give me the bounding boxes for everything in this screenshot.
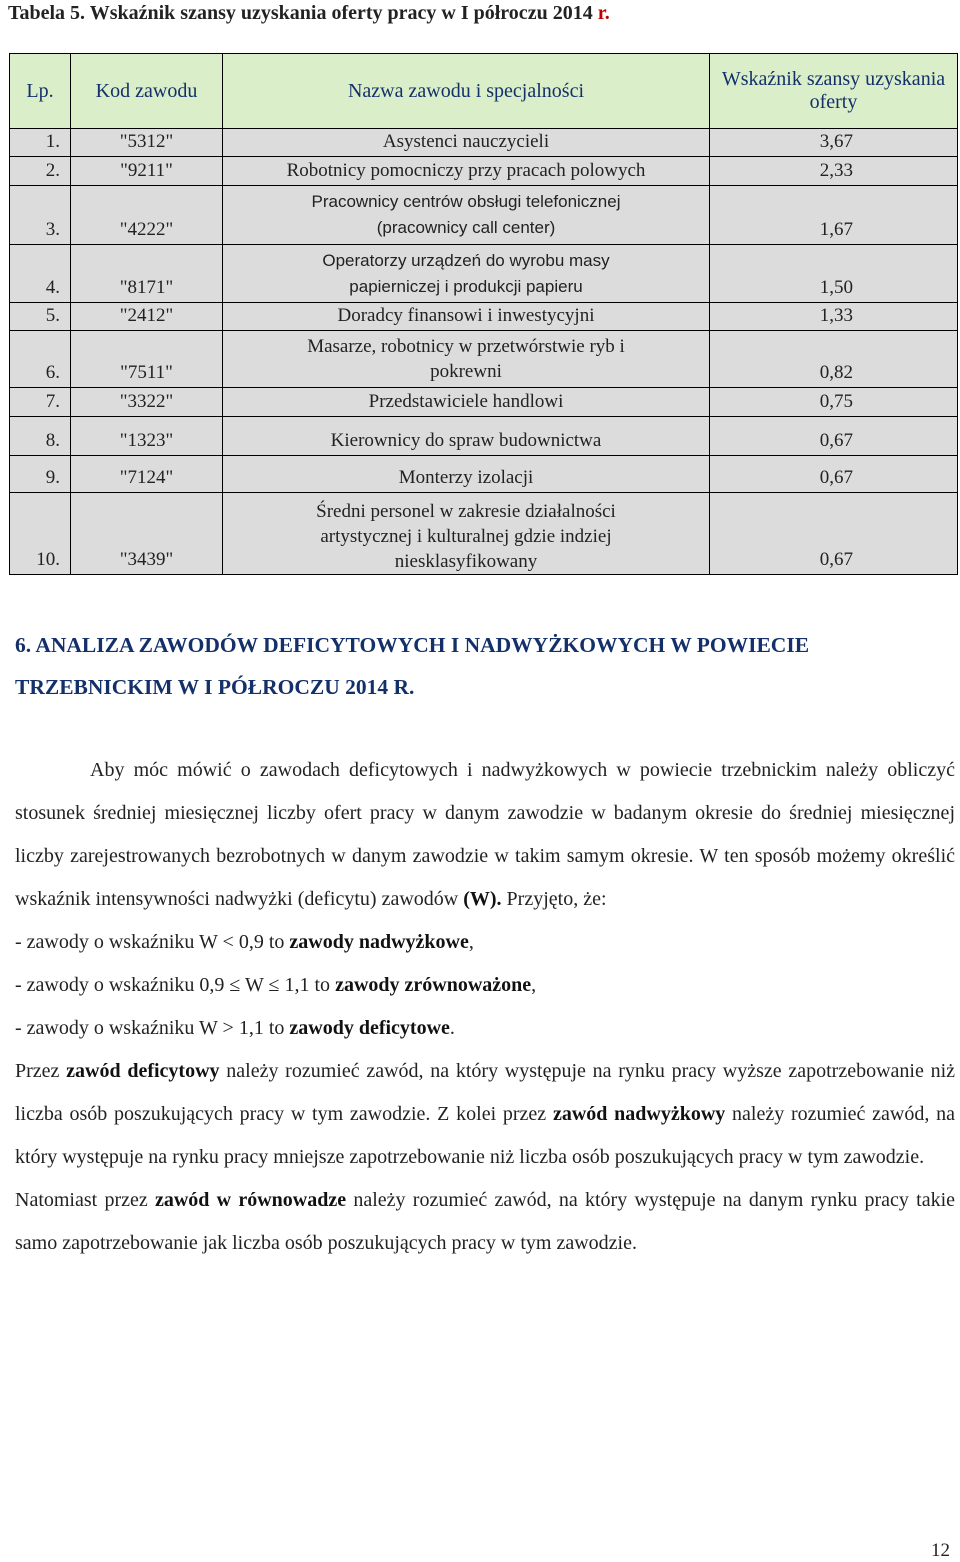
cell-value: 0,75 [710, 388, 958, 417]
header-lp: Lp. [10, 54, 71, 129]
cell-value: 1,67 [710, 186, 958, 245]
cell-value: 1,50 [710, 245, 958, 303]
text-span: należy rozumieć zawód, na który występuje na rynku pracy mniejsze zapotrzebowanie niż liczba osób poszukujących pracy w tym zawodzie. [15, 1103, 956, 1168]
text-span: - zawody o wskaźniku W < 0,9 to [15, 931, 290, 953]
text-span: - zawody o wskaźniku W > 1,1 to [15, 1017, 290, 1039]
cell-code: "9211" [71, 157, 223, 186]
table-row [10, 417, 958, 456]
text-span: , [468, 931, 474, 953]
text-span: Przyjęto, że: [501, 888, 607, 910]
cell-code: "3439" [71, 493, 223, 575]
cell-code: "8171" [71, 245, 223, 303]
cell-code: "2412" [71, 303, 223, 331]
cell-lp: 5. [10, 303, 71, 331]
table-row [10, 493, 958, 575]
cell-lp: 1. [10, 129, 71, 157]
bullet-item [15, 921, 955, 964]
occupation-table [9, 53, 958, 575]
body-text [15, 749, 955, 1265]
header-name: Nazwa zawodu i specjalności [223, 54, 710, 129]
bold-span: (W). [463, 888, 502, 910]
cell-name: Robotnicy pomocniczy przy pracach polowych [223, 157, 710, 186]
cell-lp: 9. [10, 456, 71, 493]
cell-code: "1323" [71, 417, 223, 456]
bold-span: zawód nadwyżkowy [552, 1103, 726, 1125]
table-row [10, 456, 958, 493]
table-caption [8, 2, 610, 25]
text-span: należy rozumieć zawód, na który występuje na danym rynku pracy takie samo zapotrzebowanie jak liczba osób poszukujących pracy w tym zawodzie. [15, 1189, 956, 1254]
cell-value: 0,82 [710, 331, 958, 388]
cell-code: "7511" [71, 331, 223, 388]
bold-span: zawody nadwyżkowe [289, 931, 469, 953]
bold-span: zawód deficytowy [66, 1060, 220, 1082]
cell-lp: 7. [10, 388, 71, 417]
cell-value: 2,33 [710, 157, 958, 186]
text-span: . [449, 1017, 455, 1039]
text-span: - zawody o wskaźniku 0,9 ≤ W ≤ 1,1 to [15, 974, 336, 996]
cell-lp: 10. [10, 493, 71, 575]
table-caption-text: Tabela 5. Wskaźnik szansy uzyskania oferty pracy w I półroczu 2014 [8, 2, 593, 24]
paragraph-definitions [15, 1050, 955, 1179]
table-header-row [10, 54, 958, 129]
cell-code: "5312" [71, 129, 223, 157]
cell-code: "3322" [71, 388, 223, 417]
cell-name: Przedstawiciele handlowi [223, 388, 710, 417]
text-span: Aby móc mówić o zawodach deficytowych i nadwyżkowych w powiecie trzebnickim należy obliczyć stosunek średniej miesięcznej liczby ofert pracy w danym zawodzie w badanym okresie do średniej miesięcznej liczby zarejestrowanych bezrobotnych w danym zawodzie w takim samym okresie. W ten sposób możemy określić wskaźnik intensywności nadwyżki (deficytu) zawodów [15, 759, 955, 910]
cell-code: "4222" [71, 186, 223, 245]
cell-name: Kierownicy do spraw budownictwa [223, 417, 710, 456]
cell-value: 0,67 [710, 417, 958, 456]
cell-code: "7124" [71, 456, 223, 493]
table-row [10, 186, 958, 245]
header-code: Kod zawodu [71, 54, 223, 129]
cell-name: Operatorzy urządzeń do wyrobu masy papierniczej i produkcji papieru [223, 245, 710, 303]
cell-value: 0,67 [710, 456, 958, 493]
cell-value: 3,67 [710, 129, 958, 157]
bold-span: zawody deficytowe [289, 1017, 450, 1039]
cell-name: Masarze, robotnicy w przetwórstwie ryb i pokrewni [223, 331, 710, 388]
table-row [10, 129, 958, 157]
bold-span: zawód w równowadze [154, 1189, 347, 1211]
paragraph-intro [15, 749, 955, 921]
paragraph-balance [15, 1179, 955, 1265]
cell-name: Pracownicy centrów obsługi telefonicznej (pracownicy call center) [223, 186, 710, 245]
table-row [10, 331, 958, 388]
cell-value: 0,67 [710, 493, 958, 575]
table-row [10, 245, 958, 303]
cell-lp: 2. [10, 157, 71, 186]
cell-name: Monterzy izolacji [223, 456, 710, 493]
text-span: należy rozumieć zawód, na który występuje na rynku pracy wyższe zapotrzebowanie niż liczba osób poszukujących pracy w tym zawodzie. Z kolei przez [15, 1060, 956, 1125]
table-caption-suffix: r. [597, 2, 610, 24]
bullet-item [15, 964, 955, 1007]
cell-name: Asystenci nauczycieli [223, 129, 710, 157]
bullet-item [15, 1007, 955, 1050]
table-row [10, 388, 958, 417]
bold-span: zawody zrównoważone [335, 974, 532, 996]
page-number: 12 [931, 1540, 950, 1561]
cell-lp: 8. [10, 417, 71, 456]
text-span: Przez [15, 1060, 67, 1082]
cell-value: 1,33 [710, 303, 958, 331]
cell-name: Doradcy finansowi i inwestycyjni [223, 303, 710, 331]
text-span: Natomiast przez [15, 1189, 155, 1211]
cell-lp: 6. [10, 331, 71, 388]
header-indicator: Wskaźnik szansy uzyskania oferty [710, 54, 958, 129]
cell-lp: 3. [10, 186, 71, 245]
cell-lp: 4. [10, 245, 71, 303]
section-heading: 6. ANALIZA ZAWODÓW DEFICYTOWYCH I NADWYŻKOWYCH W POWIECIE TRZEBNICKIM W I PÓŁROCZU 2014 R. [15, 633, 810, 699]
table-row [10, 157, 958, 186]
table-row [10, 303, 958, 331]
text-span: , [531, 974, 537, 996]
cell-name: Średni personel w zakresie działalności artystycznej i kulturalnej gdzie indziej niesklasyfikowany [223, 493, 710, 575]
